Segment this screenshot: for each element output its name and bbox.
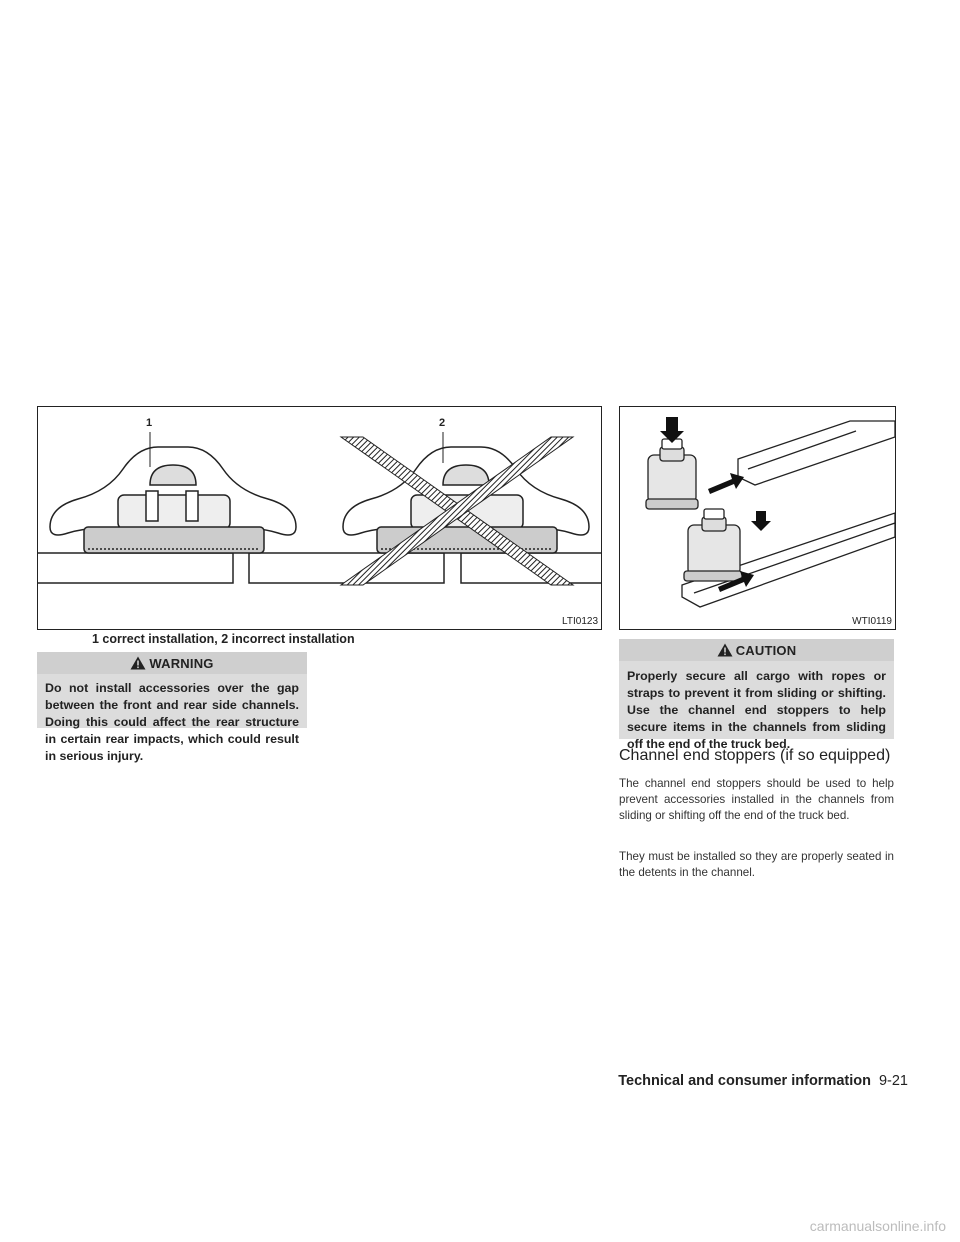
section-title: Channel end stoppers (if so equipped) (619, 747, 891, 764)
figure-code: LTI0123 (562, 616, 598, 627)
warning-header (37, 652, 307, 674)
warning-box (37, 652, 307, 763)
watermark: carmanualsonline.info (809, 1218, 946, 1234)
warning-triangle-icon (130, 656, 146, 670)
section-paragraph-1: The channel end stoppers should be used to help prevent accessories installed in the channels from sliding or shifting off the end of the truck bed. (619, 777, 894, 822)
upper-channel (738, 421, 895, 485)
page-number: 9-21 (878, 1073, 908, 1089)
caution-header (619, 639, 894, 661)
warning-triangle-icon (717, 643, 733, 657)
warning-title: WARNING (149, 655, 214, 671)
tie-down-illustration (38, 407, 601, 629)
figure-channel-end-stoppers (619, 406, 896, 630)
section-paragraph-2: They must be installed so they are properly seated in the detents in the channel. (619, 850, 894, 879)
figure-caption: 1 correct installation, 2 incorrect installation (92, 632, 355, 646)
page-footer (618, 1073, 908, 1089)
caution-title: CAUTION (735, 642, 797, 658)
caution-text: Properly secure all cargo with ropes or straps to prevent it from sliding or shifting. Use the channel end stoppers to help secure items in the channels from sliding off the end of the truck bed. (627, 669, 886, 751)
footer-section-name: Technical and consumer information (618, 1073, 871, 1089)
warning-text: Do not install accessories over the gap between the front and rear side channels. Doing this could affect the rear structure in certain rear impacts, which could result in serious injury. (45, 681, 299, 763)
tie-down-correct (50, 447, 296, 553)
end-stopper-illustration (620, 407, 895, 629)
callout-1: 1 (146, 417, 153, 429)
lower-stopper (684, 509, 742, 581)
caution-box (619, 639, 894, 751)
figure-tie-down-installation (37, 406, 602, 630)
callout-2: 2 (439, 417, 446, 429)
upper-stopper (646, 439, 698, 509)
figure-code: WTI0119 (852, 616, 892, 627)
